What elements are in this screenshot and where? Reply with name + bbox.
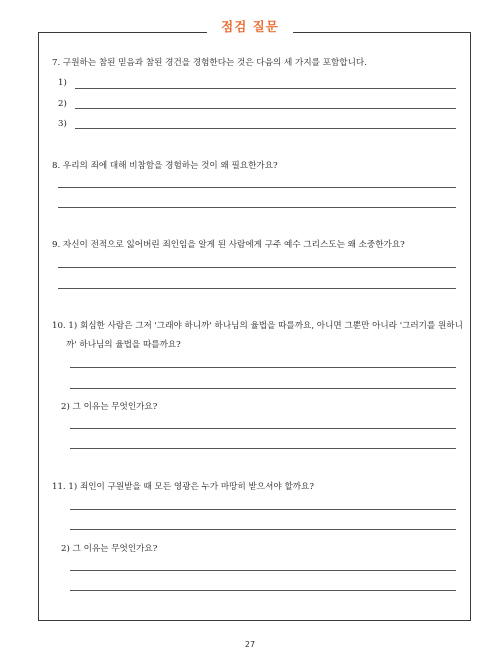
question-8: 8. 우리의 죄에 대해 비참함을 경험하는 것이 왜 필요한가요? [52, 161, 278, 171]
question-11-part-2: 2) 그 이유는 무엇인가요? [61, 544, 158, 554]
question-11-part-1: 11. 1) 죄인이 구원받을 때 모든 영광은 누가 마땅히 받으셔야 할까요? [52, 482, 314, 492]
answer-line[interactable] [75, 128, 456, 129]
question-7: 7. 구원하는 참된 믿음과 참된 경건을 경험한다는 것은 다음의 세 가지를 포함합니다. [52, 58, 367, 68]
answer-line[interactable] [70, 388, 456, 389]
answer-line[interactable] [70, 448, 456, 449]
question-10-part-2: 2) 그 이유는 무엇인가요? [61, 402, 158, 412]
answer-line[interactable] [70, 509, 456, 510]
answer-line[interactable] [58, 187, 456, 188]
question-10-part-1: 10. 1) 회심한 사람은 그저 '그래야 하니까' 하나님의 율법을 따를까요, 아니면 그뿐만 아니라 '그러기를 원하니 [52, 321, 463, 331]
answer-line[interactable] [58, 207, 456, 208]
answer-line[interactable] [75, 108, 456, 109]
answer-line[interactable] [70, 428, 456, 429]
answer-line[interactable] [70, 590, 456, 591]
answer-label-2: 2) [58, 99, 67, 109]
header [0, 16, 500, 35]
answer-line[interactable] [70, 367, 456, 368]
answer-line[interactable] [58, 267, 456, 268]
page-title: 점검 질문 [207, 17, 293, 35]
answer-line[interactable] [70, 529, 456, 530]
answer-label-3: 3) [58, 119, 67, 129]
question-10-part-1-continued: 까' 하나님의 율법을 따를까요? [66, 340, 181, 350]
answer-line[interactable] [75, 88, 456, 89]
question-9: 9. 자신이 전적으로 잃어버린 죄인임을 알게 된 사람에게 구주 예수 그리스도는 왜 소중한가요? [52, 240, 405, 250]
answer-label-1: 1) [58, 78, 67, 88]
answer-line[interactable] [58, 288, 456, 289]
page-number: 27 [244, 640, 256, 649]
answer-line[interactable] [70, 570, 456, 571]
